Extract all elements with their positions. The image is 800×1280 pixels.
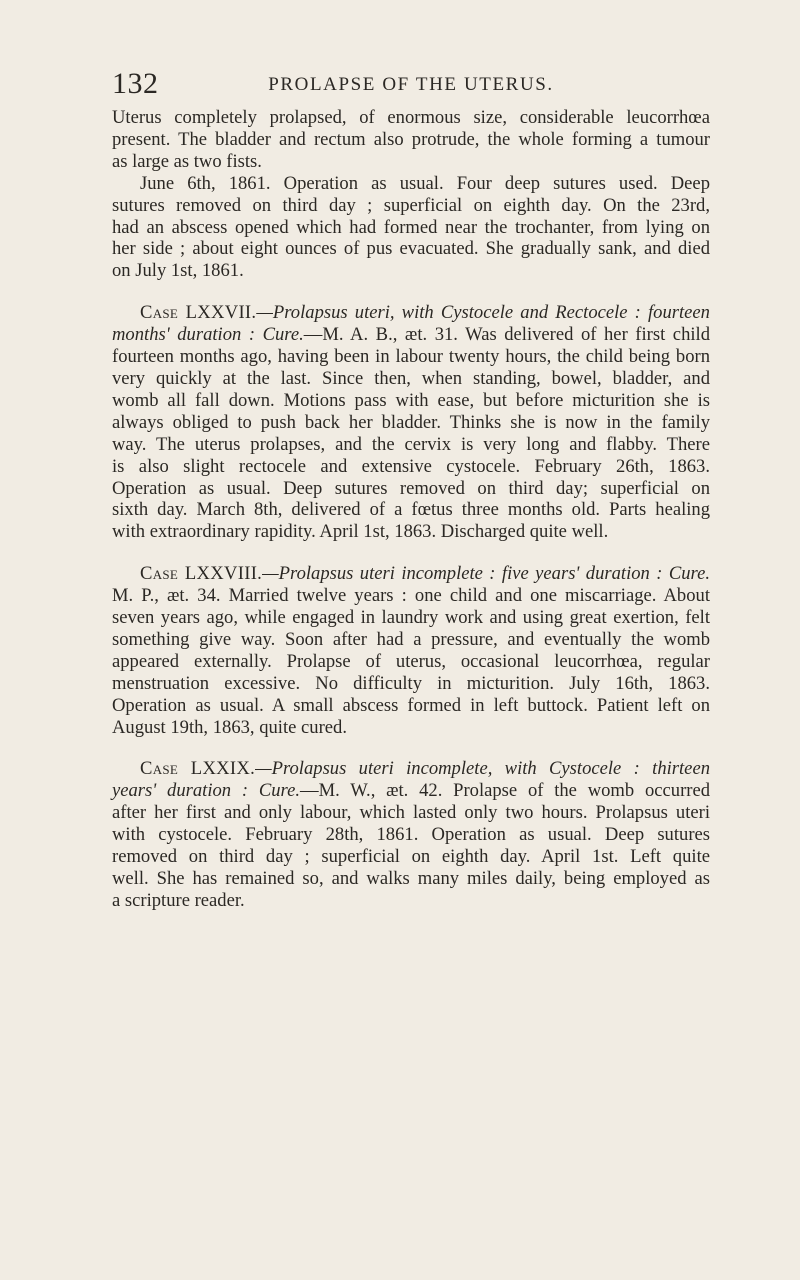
text-run: —M. W., æt. 42. Prolapse of the womb occurred	[299, 780, 710, 802]
case-heading-line	[112, 563, 710, 585]
case-title-continued: months' duration : Cure.	[112, 324, 304, 346]
text-line: removed on third day ; superficial on eighth day. April 1st. Left quite	[112, 846, 710, 868]
text-line: had an abscess opened which had formed near the trochanter, from lying on	[112, 216, 710, 238]
text-line: after her first and only labour, which lasted only two hours. Prolapsus uteri	[112, 802, 710, 824]
page-number: 132	[112, 67, 159, 100]
text-line: a scripture reader.	[112, 889, 245, 911]
case-title-continued: years' duration : Cure.	[112, 780, 300, 802]
text-line: Operation as usual. A small abscess formed in left buttock. Patient left on	[112, 694, 710, 716]
case-title: —Prolapsus uteri incomplete, with Cystocele : thirteen	[255, 758, 710, 780]
case-label: Case LXXIX.	[140, 758, 256, 780]
text-line: something give way. Soon after had a pressure, and eventually the womb	[112, 628, 710, 650]
text-line: M. P., æt. 34. Married twelve years : one child and one miscarriage. About	[112, 585, 710, 607]
text-line: on July 1st, 1861.	[112, 260, 244, 282]
text-line: Operation as usual. Deep sutures removed on third day; superficial on	[112, 477, 710, 499]
paragraph-case-lxxviii	[112, 563, 710, 738]
text-line: present. The bladder and rectum also protrude, the whole forming a tumour	[112, 128, 710, 150]
text-line: sutures removed on third day ; superficial on eighth day. On the 23rd,	[112, 194, 710, 216]
case-heading-line	[112, 302, 710, 324]
running-head: PROLAPSE OF THE UTERUS.	[268, 74, 554, 95]
text-line: with cystocele. February 28th, 1861. Operation as usual. Deep sutures	[112, 824, 710, 846]
case-label: Case LXXVIII.	[140, 563, 263, 585]
case-heading-line	[112, 758, 710, 780]
text-line: June 6th, 1861. Operation as usual. Four deep sutures used. Deep	[140, 172, 710, 194]
case-label: Case LXXVII.	[140, 302, 257, 324]
text-line: always obliged to push back her bladder. Thinks she is now in the family	[112, 411, 710, 433]
text-run: —M. A. B., æt. 31. Was delivered of her first child	[303, 324, 710, 346]
text-line: sixth day. March 8th, delivered of a fœtus three months old. Parts healing	[112, 499, 710, 521]
paragraph-case-lxxix	[112, 758, 710, 911]
case-heading-line	[112, 324, 710, 346]
page-body	[112, 107, 710, 912]
paragraph-case-lxxvii	[112, 302, 710, 543]
text-line: with extraordinary rapidity. April 1st, 1863. Discharged quite well.	[112, 521, 609, 543]
text-line: menstruation excessive. No difficulty in micturition. July 16th, 1863.	[112, 672, 710, 694]
case-title: —Prolapsus uteri incomplete : five years' duration : Cure.	[262, 563, 711, 585]
text-line: as large as two fists.	[112, 150, 262, 172]
text-line: her side ; about eight ounces of pus evacuated. She gradually sank, and died	[112, 238, 710, 260]
paragraph-case-continuation	[112, 107, 710, 282]
text-line: Uterus completely prolapsed, of enormous size, considerable leucorrhœa	[112, 107, 710, 128]
text-line: August 19th, 1863, quite cured.	[112, 716, 347, 738]
page-header	[112, 62, 710, 106]
case-title: —Prolapsus uteri, with Cystocele and Rectocele : fourteen	[256, 302, 710, 324]
text-line: fourteen months ago, having been in labour twenty hours, the child being born	[112, 346, 710, 368]
text-line: well. She has remained so, and walks many miles daily, being employed as	[112, 868, 710, 889]
text-line: is also slight rectocele and extensive cystocele. February 26th, 1863.	[112, 455, 710, 477]
case-heading-line	[112, 780, 710, 802]
text-line: womb all fall down. Motions pass with ease, but before micturition she is	[112, 389, 710, 411]
text-line: seven years ago, while engaged in laundry work and using great exertion, felt	[112, 607, 710, 629]
text-line: appeared externally. Prolapse of uterus, occasional leucorrhœa, regular	[112, 650, 710, 672]
text-line: way. The uterus prolapses, and the cervix is very long and flabby. There	[112, 433, 710, 455]
text-line: very quickly at the last. Since then, when standing, bowel, bladder, and	[112, 367, 710, 389]
